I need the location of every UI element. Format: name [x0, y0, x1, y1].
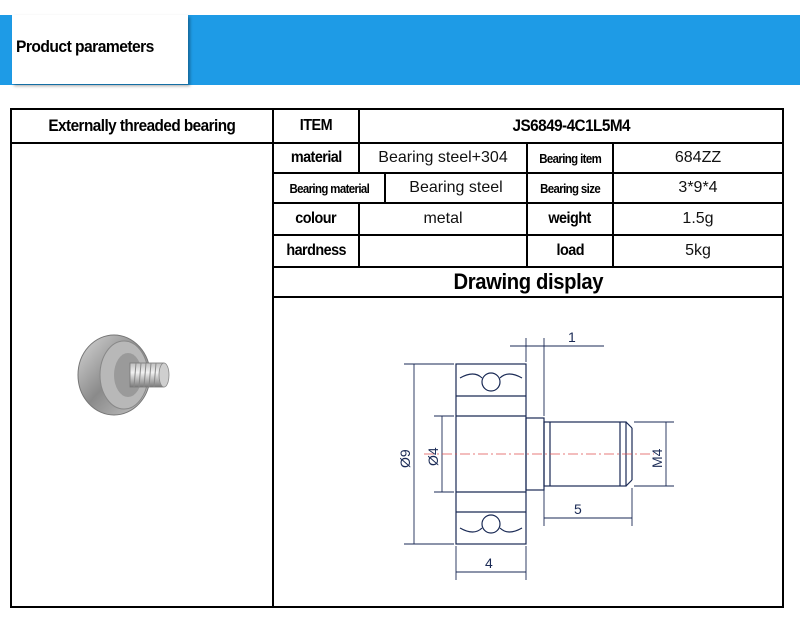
dim-bore-label: Ø4 — [425, 447, 441, 466]
bearing-photo — [72, 325, 212, 425]
drawing-heading-cell — [272, 266, 784, 298]
bearing-size-label: Bearing size — [539, 180, 601, 196]
weight-value: 1.5g — [682, 210, 714, 227]
bearing-material-label: Bearing material — [289, 180, 369, 196]
colour-label-cell — [272, 202, 360, 236]
item-value: JS6849-4C1L5M4 — [512, 116, 630, 135]
load-label-cell — [526, 234, 614, 268]
ball-bottom — [482, 515, 500, 533]
product-name: Externally threaded bearing — [48, 116, 236, 135]
bearing-size-value-cell — [612, 172, 784, 204]
bearing-item-value: 684ZZ — [674, 149, 722, 166]
section-tab — [12, 15, 188, 84]
colour-value-cell — [358, 202, 528, 236]
drawing-cell — [272, 296, 784, 608]
item-label: ITEM — [299, 117, 333, 134]
dim-outer-label: Ø9 — [397, 449, 413, 468]
colour-label: colour — [295, 210, 337, 227]
item-value-cell — [358, 108, 784, 144]
bearing-item-label-cell — [526, 142, 614, 174]
hardness-value-cell — [358, 234, 528, 268]
weight-label-cell — [526, 202, 614, 236]
technical-drawing — [274, 298, 782, 606]
dim-flange-label: 1 — [568, 329, 576, 345]
bearing-size-value: 3*9*4 — [678, 179, 718, 196]
dim-width-label: 4 — [485, 555, 493, 571]
product-photo-cell — [10, 142, 274, 608]
hardness-label-cell — [272, 234, 360, 268]
material-label-cell — [272, 142, 360, 174]
item-label-cell — [272, 108, 360, 144]
drawing-heading: Drawing display — [453, 269, 603, 294]
dim-thread-label: M4 — [649, 448, 665, 468]
material-value-cell — [358, 142, 528, 174]
weight-label: weight — [548, 210, 592, 227]
load-value-cell — [612, 234, 784, 268]
material-label: material — [290, 149, 342, 166]
bearing-material-value-cell — [384, 172, 528, 204]
bearing-material-label-cell — [272, 172, 386, 204]
load-value: 5kg — [685, 242, 711, 259]
colour-value: metal — [423, 210, 463, 227]
material-value: Bearing steel+304 — [378, 149, 508, 166]
hardness-label: hardness — [286, 242, 346, 259]
ball-top — [482, 373, 500, 391]
header-banner — [0, 15, 800, 85]
bearing-item-value-cell — [612, 142, 784, 174]
product-name-cell — [10, 108, 274, 144]
bearing-item-label: Bearing item — [539, 150, 601, 166]
bearing-size-label-cell — [526, 172, 614, 204]
bearing-material-value: Bearing steel — [409, 179, 503, 196]
section-title: Product parameters — [16, 37, 154, 56]
load-label: load — [556, 242, 584, 259]
weight-value-cell — [612, 202, 784, 236]
dim-thread-length-label: 5 — [574, 501, 582, 517]
